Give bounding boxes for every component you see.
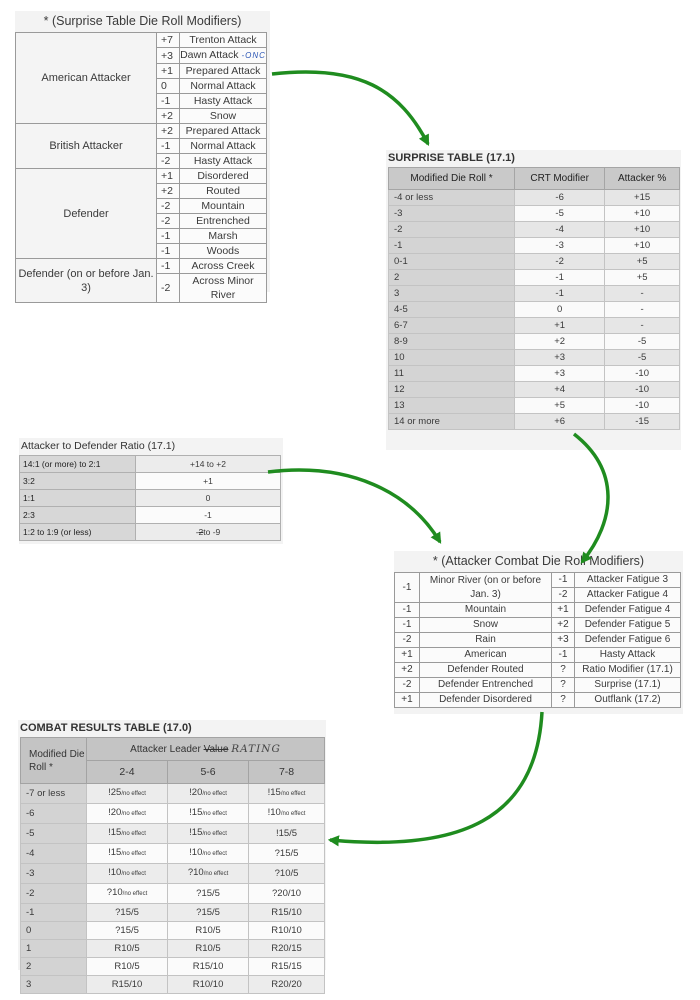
ratio-value: +1	[136, 473, 281, 490]
result-main: R10/10	[271, 925, 302, 936]
modifier-value: +1	[157, 64, 180, 79]
result-main: !10	[267, 807, 281, 818]
ratio-table-title: Attacker to Defender Ratio (17.1)	[21, 440, 176, 452]
modifier-group-label: American Attacker	[16, 33, 157, 124]
table-cell: 10	[389, 350, 515, 366]
result-note: /no effect	[280, 791, 306, 797]
modifier-value: +3	[157, 48, 180, 64]
table-cell: +5	[515, 398, 605, 414]
modifier-value: -1	[157, 229, 180, 244]
arrow-modifiers-to-results	[330, 712, 542, 842]
result-main: ?15/5	[196, 888, 220, 899]
leader-header-handwritten: RATING	[231, 743, 281, 755]
modifier-group-label: Defender	[16, 169, 157, 259]
table-cell: 0	[515, 302, 605, 318]
die-roll-cell: -7 or less	[21, 784, 87, 804]
result-main: !10	[189, 847, 203, 858]
result-main: R10/10	[192, 979, 224, 990]
result-main: ?10	[106, 887, 123, 898]
result-main: !25	[108, 787, 122, 798]
column-header: Attacker %	[605, 168, 680, 190]
right-modifier-value: +1	[552, 603, 575, 618]
table-cell: -1	[515, 270, 605, 286]
table-cell: +5	[605, 254, 680, 270]
ratio-label: 2:3	[20, 507, 136, 524]
result-note: /no effect	[121, 851, 146, 857]
modifier-label-text: Disordered	[197, 170, 249, 182]
table-cell: -6	[515, 190, 605, 206]
ratio-label: 14:1 (or more) to 2:1	[20, 456, 136, 473]
result-main: R20/20	[271, 979, 302, 990]
ratio-label: 1:2 to 1:9 (or less)	[20, 524, 136, 541]
table-cell: -2	[389, 222, 515, 238]
result-main: ?15/5	[196, 907, 220, 918]
table-cell: -10	[605, 382, 680, 398]
column-header: Modified Die Roll *	[389, 168, 515, 190]
modifier-label-text: Entrenched	[196, 215, 250, 227]
table-cell: -1	[389, 238, 515, 254]
result-main: !15/5	[275, 828, 298, 839]
ratio-label: 1:1	[20, 490, 136, 507]
right-modifier-value: -2	[552, 588, 575, 603]
die-roll-cell: -3	[21, 864, 87, 884]
result-main: R15/15	[271, 961, 302, 972]
result-note: /no effect	[280, 811, 306, 817]
die-roll-cell: -1	[21, 904, 87, 922]
table-cell: -10	[605, 366, 680, 382]
table-cell: -5	[605, 334, 680, 350]
table-cell: -10	[605, 398, 680, 414]
modifier-value: -1	[157, 259, 180, 274]
table-cell: 8-9	[389, 334, 515, 350]
result-main: !15	[189, 807, 203, 818]
result-main: ?15/5	[115, 925, 139, 936]
table-cell: +6	[515, 414, 605, 430]
right-modifier-value: -1	[552, 648, 575, 663]
table-cell: 6-7	[389, 318, 515, 334]
left-modifier-value: -1	[395, 573, 420, 603]
result-main: ?15/5	[274, 848, 299, 859]
ratio-value: -1	[136, 507, 281, 524]
ratio-value: +14 to +2	[136, 456, 281, 473]
result-main: ?10	[187, 867, 204, 878]
modifier-value: +2	[157, 109, 180, 124]
left-modifier-value: -2	[395, 633, 420, 648]
arrow-ratio-to-modifiers	[268, 470, 440, 542]
right-modifier-label: Defender Fatigue 5	[575, 618, 681, 633]
result-main: !15	[267, 787, 281, 798]
right-modifier-label: Hasty Attack	[575, 648, 681, 663]
ratio-value-pre: -	[195, 527, 199, 537]
modifier-value: -1	[157, 139, 180, 154]
table-cell: -5	[605, 350, 680, 366]
die-roll-cell: 2	[21, 958, 87, 976]
left-modifier-label: Defender Entrenched	[420, 678, 552, 693]
result-main: R10/5	[114, 943, 140, 954]
result-note: /no effect	[202, 851, 227, 857]
right-modifier-label: Ratio Modifier (17.1)	[575, 663, 681, 678]
left-modifier-value: +1	[395, 693, 420, 708]
result-note: /no effect	[202, 811, 227, 817]
arrow-surprise-to-modifiers	[574, 434, 608, 562]
modifier-value: -2	[157, 199, 180, 214]
left-modifier-value: -2	[395, 678, 420, 693]
left-modifier-value: -1	[395, 618, 420, 633]
result-main: R15/10	[111, 979, 143, 990]
left-modifier-label: Snow	[420, 618, 552, 633]
table-cell: 4-5	[389, 302, 515, 318]
table-cell: -5	[515, 206, 605, 222]
right-modifier-value: ?	[552, 693, 575, 708]
result-note: /no effect	[122, 891, 148, 897]
table-cell: +2	[515, 334, 605, 350]
die-roll-cell: 1	[21, 940, 87, 958]
result-main: R15/10	[271, 907, 302, 918]
table-cell: -	[605, 286, 680, 302]
right-modifier-value: ?	[552, 678, 575, 693]
result-main: !20	[108, 807, 122, 818]
modifier-value: -1	[157, 94, 180, 109]
modifier-label-text: Across Creek	[191, 260, 255, 272]
modifier-value: 0	[157, 79, 180, 94]
table-cell: -	[605, 318, 680, 334]
right-modifier-value: +3	[552, 633, 575, 648]
result-main: R15/10	[192, 961, 224, 972]
right-modifier-label: Attacker Fatigue 4	[575, 588, 681, 603]
column-header: CRT Modifier	[515, 168, 605, 190]
result-main: R10/5	[195, 925, 221, 936]
row-header: Modified Die Roll *	[21, 738, 87, 784]
result-main: !10	[108, 867, 122, 878]
modifier-value: -2	[157, 154, 180, 169]
result-main: !15	[189, 827, 203, 838]
table-cell: +15	[605, 190, 680, 206]
table-cell: 14 or more	[389, 414, 515, 430]
table-cell: +5	[605, 270, 680, 286]
table-cell: +3	[515, 350, 605, 366]
result-note: /no effect	[121, 871, 146, 877]
die-roll-cell: 3	[21, 976, 87, 994]
result-main: !20	[189, 787, 203, 798]
right-modifier-value: +2	[552, 618, 575, 633]
modifier-label-text: Normal Attack	[190, 80, 256, 92]
table-cell: -3	[389, 206, 515, 222]
left-modifier-value: +2	[395, 663, 420, 678]
modifier-label-text: Routed	[206, 185, 240, 197]
modifier-label-text: Mountain	[201, 200, 245, 212]
right-modifier-label: Outflank (17.2)	[575, 693, 681, 708]
die-roll-cell: -2	[21, 884, 87, 904]
table-cell: +4	[515, 382, 605, 398]
table-cell: -3	[515, 238, 605, 254]
table-cell: -1	[515, 286, 605, 302]
modifier-value: +2	[157, 124, 180, 139]
modifier-label-text: Marsh	[208, 230, 238, 242]
column-header: 2-4	[87, 761, 168, 784]
leader-header-printed: Attacker Leader	[130, 744, 201, 755]
ratio-label: 3:2	[20, 473, 136, 490]
result-note: /no effect	[202, 831, 227, 837]
table-cell: +3	[515, 366, 605, 382]
result-note: /no effect	[203, 871, 229, 877]
arrow-to-surprise-table	[272, 72, 428, 144]
left-modifier-label: Minor River (on or before Jan. 3)	[420, 573, 552, 603]
result-main: R10/5	[114, 961, 140, 972]
modifier-label-text: Normal Attack	[190, 140, 256, 152]
table-cell: +10	[605, 238, 680, 254]
modifier-label-text: Trenton Attack	[189, 34, 257, 46]
ratio-value: 0	[136, 490, 281, 507]
leader-header-struck: Value	[203, 744, 229, 755]
surprise-modifiers-title: * (Surprise Table Die Roll Modifiers)	[43, 14, 242, 28]
table-cell: 12	[389, 382, 515, 398]
result-note: /no effect	[121, 791, 146, 797]
left-modifier-label: American	[420, 648, 552, 663]
table-cell: 11	[389, 366, 515, 382]
table-cell: -	[605, 302, 680, 318]
result-main: R20/15	[271, 943, 302, 954]
result-note: /no effect	[202, 791, 227, 797]
table-cell: +10	[605, 222, 680, 238]
right-modifier-label: Surprise (17.1)	[575, 678, 681, 693]
modifier-label-text: Prepared Attack	[185, 65, 261, 77]
modifier-label-text: Prepared Attack	[185, 125, 261, 137]
table-cell: -2	[515, 254, 605, 270]
table-cell: -4	[515, 222, 605, 238]
modifier-value: -2	[157, 274, 180, 303]
result-main: R10/5	[195, 943, 221, 954]
handwritten-note: -ONC	[241, 51, 266, 60]
left-modifier-value: -1	[395, 603, 420, 618]
modifier-group-label: British Attacker	[16, 124, 157, 169]
surprise-table-title: SURPRISE TABLE (17.1)	[388, 152, 515, 164]
die-roll-cell: -6	[21, 804, 87, 824]
die-roll-cell: 0	[21, 922, 87, 940]
right-modifier-label: Defender Fatigue 4	[575, 603, 681, 618]
table-cell: +1	[515, 318, 605, 334]
table-cell: 13	[389, 398, 515, 414]
ratio-value-post: to -9	[203, 527, 221, 537]
modifier-value: -1	[157, 244, 180, 259]
result-main: ?10/5	[274, 868, 299, 879]
right-modifier-label: Defender Fatigue 6	[575, 633, 681, 648]
modifier-label-text: Across Minor River	[192, 275, 254, 301]
modifier-label-text: Dawn Attack	[180, 49, 239, 61]
result-main: !15	[108, 847, 122, 858]
ratio-value-struck: 2	[198, 527, 204, 537]
column-header: 7-8	[249, 761, 325, 784]
result-note: /no effect	[121, 831, 146, 837]
modifier-label-text: Hasty Attack	[193, 155, 253, 167]
left-modifier-value: +1	[395, 648, 420, 663]
modifier-value: +7	[157, 33, 180, 48]
table-cell: 3	[389, 286, 515, 302]
result-main: !15	[108, 827, 122, 838]
modifier-label-text: Hasty Attack	[193, 95, 253, 107]
attacker-modifiers-title: * (Attacker Combat Die Roll Modifiers)	[432, 554, 645, 568]
modifier-label-text: Woods	[206, 245, 240, 257]
column-header: 5-6	[168, 761, 249, 784]
modifier-value: +2	[157, 184, 180, 199]
table-cell: 2	[389, 270, 515, 286]
table-cell: 0-1	[389, 254, 515, 270]
modifier-label-text: Snow	[209, 110, 237, 122]
combat-results-title: COMBAT RESULTS TABLE (17.0)	[20, 722, 192, 734]
left-modifier-label: Defender Disordered	[420, 693, 552, 708]
right-modifier-value: ?	[552, 663, 575, 678]
table-cell: -15	[605, 414, 680, 430]
die-roll-cell: -5	[21, 824, 87, 844]
result-main: ?15/5	[115, 907, 139, 918]
result-note: /no effect	[121, 811, 146, 817]
right-modifier-value: -1	[552, 573, 575, 588]
table-cell: -4 or less	[389, 190, 515, 206]
table-cell: +10	[605, 206, 680, 222]
right-modifier-label: Attacker Fatigue 3	[575, 573, 681, 588]
modifier-group-label: Defender (on or before Jan. 3)	[16, 259, 157, 303]
result-main: ?20/10	[272, 888, 302, 899]
left-modifier-label: Mountain	[420, 603, 552, 618]
left-modifier-label: Defender Routed	[420, 663, 552, 678]
die-roll-cell: -4	[21, 844, 87, 864]
modifier-value: -2	[157, 214, 180, 229]
left-modifier-label: Rain	[420, 633, 552, 648]
modifier-value: +1	[157, 169, 180, 184]
